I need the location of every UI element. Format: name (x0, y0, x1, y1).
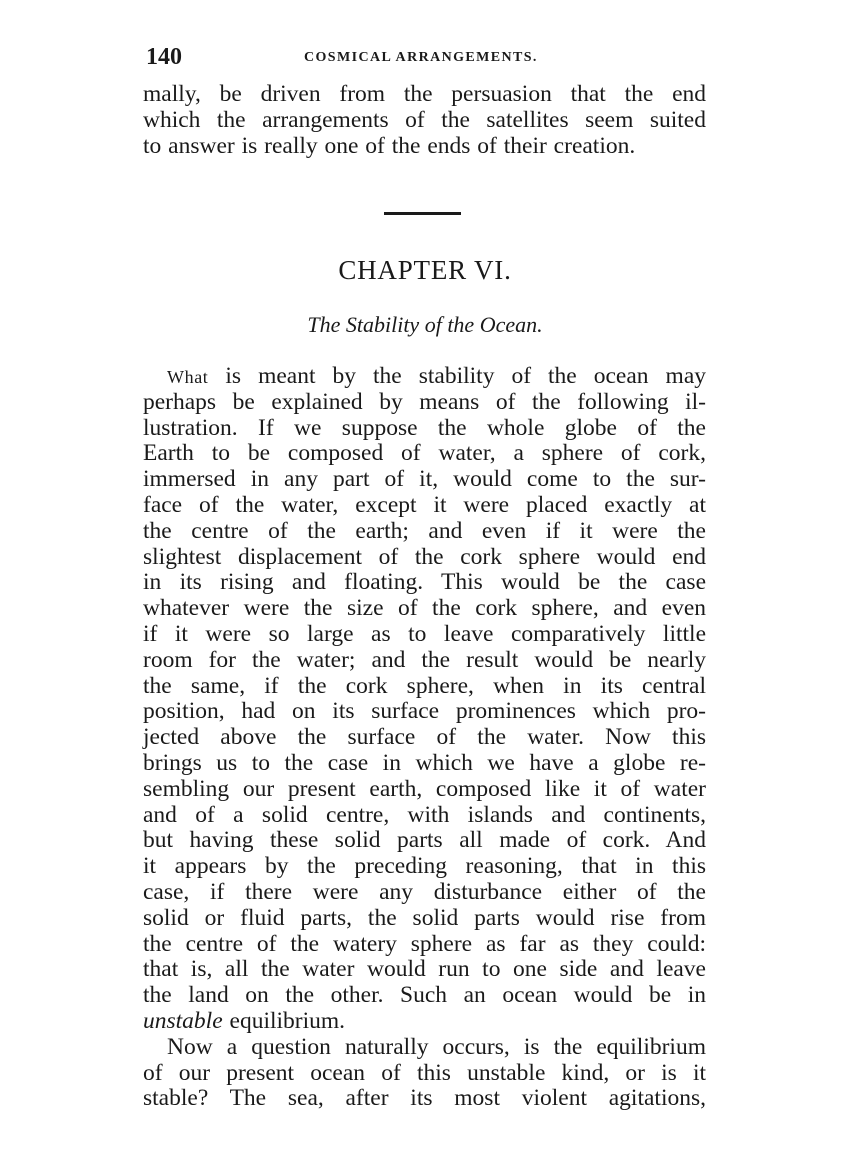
text-line: perhaps be explained by means of the following il- (143, 388, 706, 415)
chapter-body (143, 364, 706, 1112)
text-line: and of a solid centre, with islands and continents, (143, 801, 706, 828)
text-line-rest: equilibrium. (222, 1007, 346, 1034)
text-line: brings us to the case in which we have a globe re- (143, 749, 706, 776)
text-line: Earth to be composed of water, a sphere of cork, (143, 440, 706, 467)
text-line: position, had on its surface prominences which pro- (143, 698, 706, 725)
chapter-subtitle-text: The Stability of the Ocean. (307, 312, 543, 337)
chapter-heading (0, 255, 850, 286)
text-line: jected above the surface of the water. Now this (143, 724, 706, 751)
text-line: lustration. If we suppose the whole globe of the (143, 414, 706, 441)
running-title: COSMICAL ARRANGEMENTS. (304, 50, 538, 65)
continued-paragraph (143, 82, 706, 159)
italic-term: unstable (143, 1007, 223, 1034)
text-line: to answer is really one of the ends of their creation. (143, 132, 636, 159)
text-line: sembling our present earth, composed like it of water (143, 775, 706, 802)
text-line: stable? The sea, after its most violent agitations, (143, 1085, 706, 1112)
text-line: that is, all the water would run to one side and leave (143, 956, 706, 983)
text-line: the land on the other. Such an ocean would be in (143, 982, 706, 1009)
text-line: mally, be driven from the persuasion that the end (143, 81, 706, 107)
text-line: the centre of the watery sphere as far as they could: (143, 930, 706, 957)
text-line: slightest displacement of the cork sphere would end (143, 543, 706, 570)
text-line: face of the water, except it were placed exactly at (143, 491, 706, 518)
text-line: Now a question naturally occurs, is the equilibrium (167, 1033, 706, 1060)
page-number: 140 (146, 44, 182, 70)
chapter-heading-text: CHAPTER VI. (338, 255, 512, 285)
text-line: if it were so large as to leave comparatively little (143, 620, 706, 647)
text-line: of our present ocean of this unstable kind, or is it (143, 1059, 706, 1086)
paragraph-last-line (143, 1009, 706, 1035)
running-head (146, 44, 706, 74)
text-line: it appears by the preceding reasoning, that in this (143, 853, 706, 880)
text-line: in its rising and floating. This would be the case (143, 569, 706, 596)
paragraph-first-line (143, 364, 706, 390)
text-line: solid or fluid parts, the solid parts would rise from (143, 904, 706, 931)
text-line: case, if there were any disturbance either of the (143, 878, 706, 905)
text-line: immersed in any part of it, would come to the sur- (143, 466, 706, 493)
section-divider (384, 212, 461, 215)
text-line: room for the water; and the result would be nearly (143, 646, 706, 673)
text-line: which the arrangements of the satellites seem suited (143, 106, 706, 133)
text-line: the same, if the cork sphere, when in its central (143, 672, 706, 699)
text-line: but having these solid parts all made of cork. And (143, 827, 706, 854)
text-line: the centre of the earth; and even if it were the (143, 517, 706, 544)
text-line-rest: is meant by the stability of the ocean may (208, 363, 706, 389)
small-caps-opening-word: What (167, 367, 209, 387)
chapter-subtitle (0, 312, 850, 338)
text-line: whatever were the size of the cork sphere, and even (143, 595, 706, 622)
